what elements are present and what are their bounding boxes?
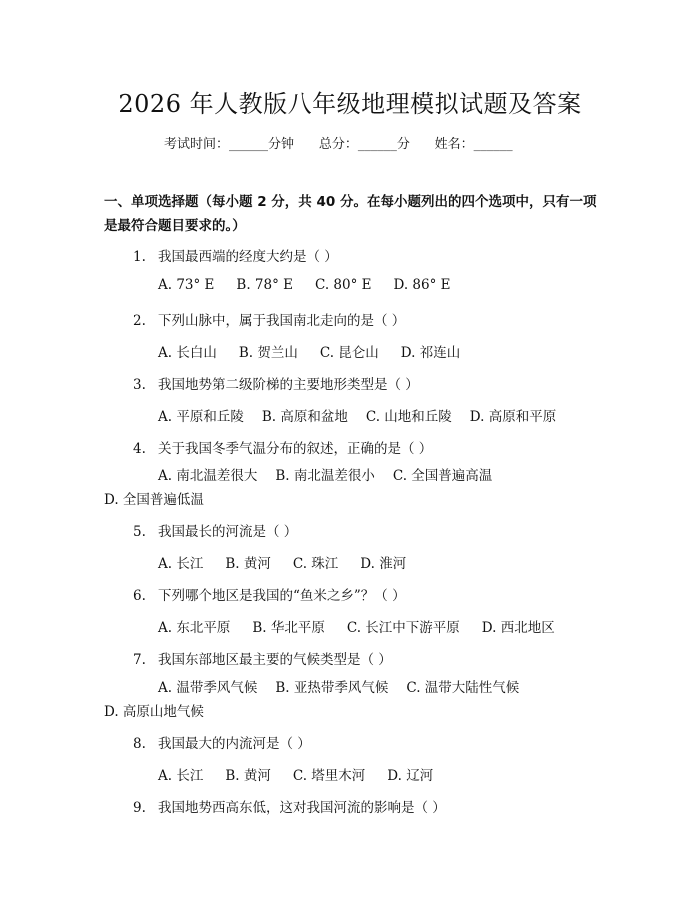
- question-number: 5.: [133, 524, 146, 540]
- option-d: D. 辽河: [387, 768, 434, 784]
- option-a: A. 长江: [158, 556, 204, 572]
- name-blank: ______: [473, 137, 513, 152]
- question-text: 下列哪个地区是我国的“鱼米之乡”？（ ）: [158, 588, 406, 604]
- option-b: B. 华北平原: [252, 620, 325, 636]
- option-d: D. 高原山地气候: [104, 704, 204, 720]
- option-d: D. 全国普遍低温: [104, 492, 204, 508]
- exam-meta: [164, 133, 513, 152]
- question-3: [133, 373, 419, 393]
- option-c: C. 珠江: [292, 556, 339, 572]
- option-b: B. 黄河: [225, 556, 271, 572]
- question-4: [133, 437, 432, 457]
- options-8: [158, 764, 455, 784]
- score-unit: 分: [396, 137, 410, 152]
- question-5: [133, 520, 297, 540]
- question-6: [133, 584, 406, 604]
- options-1: [158, 277, 473, 293]
- option-c: C. 长江中下游平原: [346, 620, 460, 636]
- option-a: A. 长江: [158, 768, 204, 784]
- question-text: 下列山脉中，属于我国南北走向的是（ ）: [158, 313, 406, 329]
- question-text: 我国东部地区最主要的气候类型是（ ）: [158, 652, 392, 668]
- question-1: [133, 245, 338, 265]
- option-a: A. 平原和丘陵: [158, 409, 244, 425]
- option-d: D. 86° E: [393, 277, 451, 293]
- question-8: [133, 732, 311, 752]
- question-7: [133, 648, 392, 668]
- question-text: 我国地势西高东低，这对我国河流的影响是（ ）: [158, 800, 446, 816]
- question-text: 关于我国冬季气温分布的叙述，正确的是（ ）: [158, 441, 433, 457]
- score-blank: ______: [357, 137, 397, 152]
- options-7: [104, 676, 604, 724]
- option-c: C. 塔里木河: [292, 768, 366, 784]
- options-2: [158, 341, 482, 361]
- time-blank: ______: [229, 137, 269, 152]
- options-5: [158, 552, 428, 572]
- question-9: [133, 796, 446, 816]
- name-label: 姓名：: [434, 137, 474, 152]
- option-a: A. 东北平原: [158, 620, 231, 636]
- option-b: B. 黄河: [225, 768, 271, 784]
- page-title: 2026 年人教版八年级地理模拟试题及答案: [118, 90, 582, 118]
- question-number: 2.: [133, 313, 146, 329]
- option-c: C. 80° E: [314, 277, 372, 293]
- option-d: D. 西北地区: [481, 620, 555, 636]
- option-a: A. 南北温差很大: [158, 468, 258, 484]
- option-a: A. 温带季风气候: [158, 680, 258, 696]
- question-text: 我国地势第二级阶梯的主要地形类型是（ ）: [158, 377, 419, 393]
- option-a: A. 73° E: [158, 277, 215, 293]
- option-c: C. 昆仑山: [319, 345, 379, 361]
- question-number: 4.: [133, 441, 146, 457]
- question-text: 我国最西端的经度大约是（ ）: [158, 249, 338, 265]
- question-number: 3.: [133, 377, 146, 393]
- option-b: B. 亚热带季风气候: [275, 680, 389, 696]
- option-d: D. 祁连山: [400, 345, 461, 361]
- option-b: B. 南北温差很小: [275, 468, 375, 484]
- options-6: [158, 616, 577, 636]
- question-2: [133, 309, 405, 329]
- option-c: C. 全国普遍高温: [392, 468, 493, 484]
- question-number: 1.: [133, 249, 146, 265]
- question-number: 9.: [133, 800, 146, 816]
- time-unit: 分钟: [268, 137, 295, 152]
- option-a: A. 长白山: [158, 345, 217, 361]
- question-number: 6.: [133, 588, 146, 604]
- option-b: B. 高原和盆地: [261, 409, 348, 425]
- option-d: D. 淮河: [360, 556, 407, 572]
- question-text: 我国最长的河流是（ ）: [158, 524, 298, 540]
- option-c: C. 温带大陆性气候: [406, 680, 520, 696]
- option-b: B. 78° E: [236, 277, 293, 293]
- options-3: [158, 405, 556, 425]
- options-4: [104, 464, 604, 512]
- question-text: 我国最大的内流河是（ ）: [158, 736, 311, 752]
- section-heading: 一、单项选择题（每小题 2 分，共 40 分。在每小题列出的四个选项中，只有一项是最符合题目要求的。）: [104, 194, 597, 234]
- time-label: 考试时间：: [164, 137, 230, 152]
- question-number: 7.: [133, 652, 146, 668]
- question-number: 8.: [133, 736, 146, 752]
- score-label: 总分：: [318, 137, 358, 152]
- option-c: C. 山地和丘陵: [365, 409, 452, 425]
- option-b: B. 贺兰山: [238, 345, 298, 361]
- option-d: D. 高原和平原: [469, 409, 557, 425]
